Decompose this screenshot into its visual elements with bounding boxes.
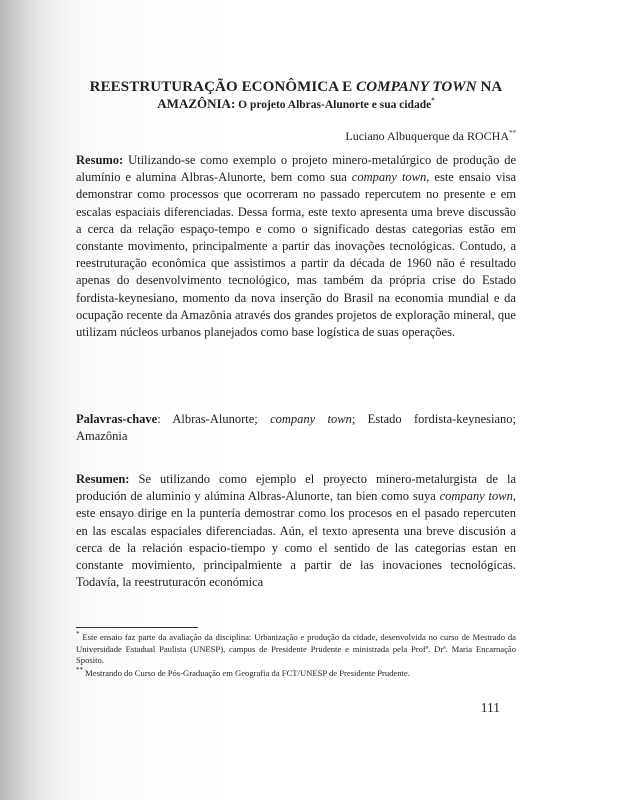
resumo-paragraph bbox=[76, 152, 516, 341]
subtitle-lead: AMAZÔNIA: bbox=[157, 96, 236, 111]
subtitle-text: O projeto Albras-Alunorte e sua cidade bbox=[235, 99, 432, 111]
footnote-text: Mestrando do Curso de Pós-Graduação em Geografia da FCT/UNESP de Presidente Prudente. bbox=[83, 668, 410, 678]
keywords-paragraph bbox=[76, 411, 516, 445]
resumo-text: Utilizando-se como exemplo o projeto minero-metalúrgico de produção de alumínio e alumina Albras-Alunorte, bem como sua bbox=[76, 153, 516, 185]
author-name: Luciano Albuquerque da ROCHA bbox=[345, 129, 509, 143]
footnote-mark: ** bbox=[76, 666, 83, 675]
resumen-text: Se utilizando como ejemplo el proyecto minero-metalurgista de la produción de aluminio y alúmina Albras-Alunorte, tan bien como suya bbox=[76, 472, 516, 504]
footnote bbox=[76, 668, 516, 680]
author-footnote-mark: ** bbox=[509, 129, 516, 137]
resumo-label: Resumo: bbox=[76, 153, 124, 167]
resumen-label: Resumen: bbox=[76, 472, 130, 486]
article-title bbox=[76, 79, 516, 96]
keywords-text: : Albras-Alunorte; bbox=[157, 412, 271, 426]
title-text-end: NA bbox=[476, 79, 503, 95]
footnote bbox=[76, 632, 516, 667]
title-text: REESTRUTURAÇÃO ECONÔMICA E bbox=[89, 79, 357, 95]
article-subtitle bbox=[76, 96, 516, 112]
keywords-label: Palavras-chave bbox=[76, 412, 158, 426]
footnote-mark: * bbox=[431, 96, 435, 105]
keywords-text-cont: ; Estado fordista-keynesiano; Amazônia bbox=[76, 412, 517, 444]
footnote-mark: * bbox=[76, 630, 80, 639]
resumen-text-cont: , este ensayo dirige en la puntería demostrar como los procesos en el pasado repercuten en las escalas espaciales diferenciadas. Aún, el texto apresenta una breve discusión a cerca de la relación espacio-tiempo y como el sentido de las categorias estan en constante movimiento, principalmiente a partir de las inovaciones tecnológicas. Todavía, la reestruturacón económica bbox=[76, 489, 516, 590]
footnote-text: Este ensaio faz parte da avaliação da disciplina: Urbanização e produção da cidade, desenvolvida no curso de Mestrado da Universidade Estadual Paulista (UNESP), campus de Presidente Prudente e ministrada pela Profª. Drª. Maria Encarnação Sposito. bbox=[76, 632, 516, 666]
footnote-divider bbox=[76, 627, 198, 628]
resumo-italic: company town bbox=[351, 170, 427, 185]
resumen-italic: company town bbox=[439, 489, 513, 504]
keywords-italic: company town bbox=[270, 412, 352, 426]
author-line bbox=[345, 129, 516, 144]
resumen-paragraph bbox=[76, 471, 516, 591]
title-italic-text: COMPANY TOWN bbox=[356, 79, 477, 95]
page-number: 111 bbox=[480, 700, 500, 715]
resumo-text-cont: , este ensaio visa demonstrar como processos que ocorreram no passado repercutem no presente e em escalas espaciais diferenciadas. Dessa forma, este texto apresenta uma breve discussão a cerca da relação espaço-tempo e como o significado destas categorias estão em constante movimento, principalmente a partir das inovações tecnológicas. Contudo, a reestruturação econômica que assistimos a partir da década de 1960 não é resultado apenas do desenvolvimento tecnológico, mas também da própria crise do Estado fordista-keynesiano, momento da nova inserção do Brasil na economia mundial e da ocupação recente da Amazônia através dos grandes projetos de exploração mineral, que utilizam núcleos urbanos planejados como base logística de suas operações. bbox=[76, 170, 516, 340]
